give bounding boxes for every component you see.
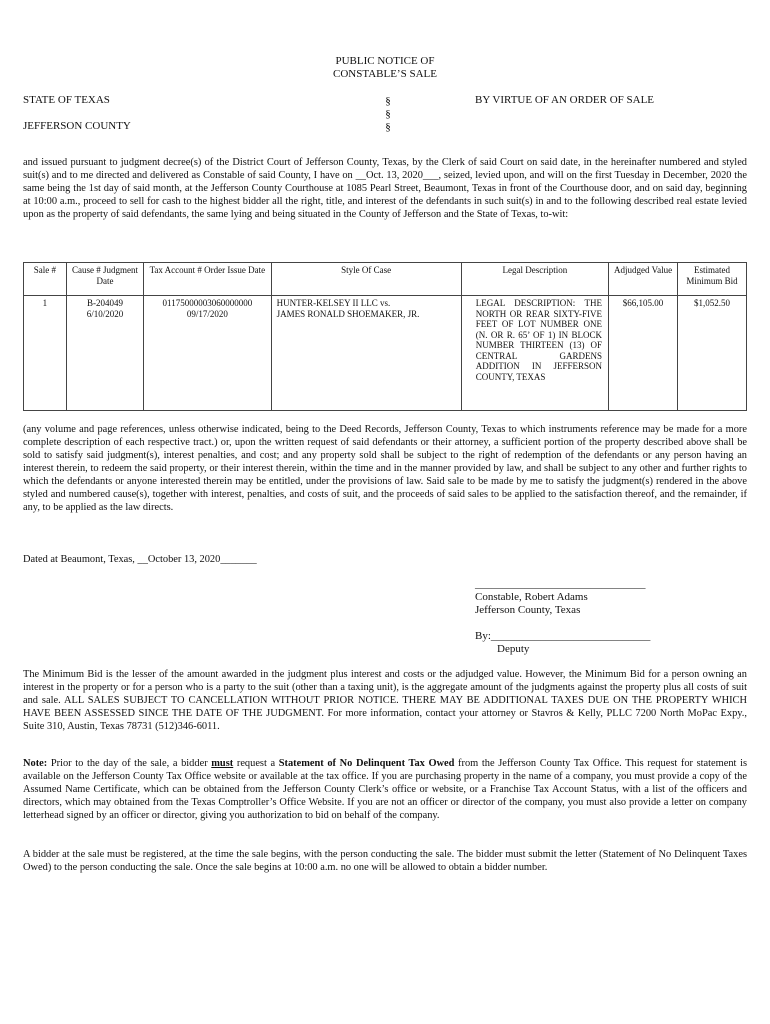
col-legal-header: Legal Description [461, 263, 608, 296]
title-line-2: CONSTABLE’S SALE [333, 68, 437, 80]
deputy-label: Deputy [497, 643, 530, 655]
note-statement-name: Statement of No Delinquent Tax Owed [278, 758, 455, 769]
order-issue-date: 09/17/2020 [186, 308, 228, 319]
adjudged-value: $66,105.00 [609, 296, 678, 411]
col-adjudged-header: Adjudged Value [609, 263, 678, 296]
cause-number: B-204049 [86, 298, 123, 308]
section-symbol-3: § [385, 121, 391, 133]
registration-paragraph: A bidder at the sale must be registered, at the time the sale begins, with the person conducting the sale. The bidder must submit the letter (Statement of No Delinquent Taxes Owed) to the person conducting the sale. Once the sale begins at 10:00 a.m. no one will be allowed to obtain a bidder number. [23, 849, 747, 873]
note-text-3: from the Jefferson County Tax Office. This request for statement is available on the Jefferson County Tax Office website or available at the tax office. If you are purchasing property in the name of a company, you must provide a copy of the Assumed Name Certificate, which can be obtained from the Jefferson County Clerk’s office or website, or a Franchise Tax Account Status, with a list of the officers and directors, which may obtained from the Texas Comptroller’s Office Website. If you are not an officer or director of the company, you must also provide a letter on company letterhead signed by an officer or director, giving you authorization to bid on behalf of the company. [23, 758, 748, 821]
table-header-row [24, 263, 747, 296]
note-text-2: request a [233, 758, 279, 769]
intro-paragraph: and issued pursuant to judgment decree(s) of the District Court of Jefferson County, Texas, by the Clerk of said Court on said date, in the hereinafter numbered and styled suit(s) and to me directed and delivered as Constable of said County, I have on __Oct. 13, 2020___, seized, levied upon, and will on the first Tuesday in December, 2020 the same being the 1st day of said month, at the Jefferson County Courthouse at 1085 Pearl Street, Beaumont, Texas in front of the Courthouse door, and on said day, beginning at 10:00 a.m., proceed to sell for cash to the highest bidder all the right, title, and interest of the defendants in such suit(s) in and to the following described real estate levied upon as the property of said defendants, the same lying and being situated in the County of Jefferson and the State of Texas, to-wit: [23, 157, 747, 220]
col-tax-header: Tax Account # Order Issue Date [144, 263, 271, 296]
note-text-1: Prior to the day of the sale, a bidder [47, 758, 212, 769]
title-line-1: PUBLIC NOTICE OF [335, 55, 435, 67]
state-label: STATE OF TEXAS [23, 94, 110, 106]
note-must: must [211, 758, 234, 769]
cause-cell [66, 296, 143, 411]
notice-title [0, 55, 770, 81]
tax-account-number: 01175000003060000000 [162, 298, 253, 308]
constable-name: Constable, Robert Adams [475, 591, 588, 603]
style-of-case: HUNTER-KELSEY II LLC vs. JAMES RONALD SHOEMAKER, JR. [271, 296, 461, 411]
dated-line: Dated at Beaumont, Texas, __October 13, 2020_______ [23, 554, 257, 565]
tax-cell [144, 296, 271, 411]
section-symbol-2: § [385, 108, 391, 120]
col-sale-header: Sale # [24, 263, 67, 296]
col-cause-header: Cause # Judgment Date [66, 263, 143, 296]
table-row [24, 296, 747, 411]
constable-county: Jefferson County, Texas [475, 604, 581, 616]
signature-block [475, 578, 650, 656]
judgment-date: 6/10/2020 [86, 308, 124, 319]
sale-number: 1 [24, 296, 67, 411]
minimum-bid-paragraph: The Minimum Bid is the lesser of the amount awarded in the judgment plus interest and costs or the adjudged value. However, the Minimum Bid for a person owning an interest in the property or for a person who is a party to the suit (other than a taxing unit), is the aggregate amount of the judgments against the property plus all costs of suit and sale. ALL SALES SUBJECT TO CANCELLATION WITHOUT PRIOR NOTICE. THERE MAY BE ADDITIONAL TAXES DUE ON THE PROPERTY WHICH HAVE BEEN ASSESSED SINCE THE DATE OF THE JUDGMENT. For more information, contact your attorney or Stavros & Kelly, PLLC 7200 North MoPac Expy., Suite 310, Austin, Texas 78731 (512)346-6011. [23, 669, 747, 732]
order-of-sale-label: BY VIRTUE OF AN ORDER OF SALE [475, 94, 655, 106]
estimated-minimum-bid: $1,052.50 [678, 296, 747, 411]
volume-paragraph: (any volume and page references, unless otherwise indicated, being to the Deed Records, Jefferson County, Texas to which instruments reference may be made for a more complete description of each respective tract.) or, upon the written request of said defendants or their attorney, a sufficient portion of the property described above shall be sold to satisfy said judgment(s), interest penalties, and cost; and any property sold shall be subject to the right of redemption of the defendants or any person having an interest therein, to redeem the said property, or their interest therein, within the time and in the manner provided by law, and shall be subject to any other and further rights to which the defendants or anyone interested therein may be entitled, under the provisions of law. Said sale to be made by me to satisfy the judgment(s) rendered in the above styled and numbered cause(s), together with interest, penalties, and costs of suit, and the proceeds of said sales to be applied to the satisfaction thereof, and the remainder, if any, to be applied as the law directs. [23, 424, 747, 513]
col-style-header: Style Of Case [271, 263, 461, 296]
col-bid-header: Estimated Minimum Bid [678, 263, 747, 296]
county-label: JEFFERSON COUNTY [23, 120, 131, 132]
deputy-signature-line: By:_____________________________ [475, 630, 651, 642]
note-label: Note: [23, 758, 48, 769]
note-paragraph [23, 757, 747, 822]
legal-description: LEGAL DESCRIPTION: THE NORTH OR REAR SIXTY-FIVE FEET OF LOT NUMBER ONE (N. OR R. 65’ OF 1) IN BLOCK NUMBER THIRTEEN (13) OF CENTRAL GARDENS ADDITION IN JEFFERSON COUNTY, TEXAS [461, 296, 608, 411]
sale-table [23, 262, 747, 411]
signature-line: _______________________________ [475, 578, 646, 590]
section-symbol-1: § [385, 95, 391, 107]
